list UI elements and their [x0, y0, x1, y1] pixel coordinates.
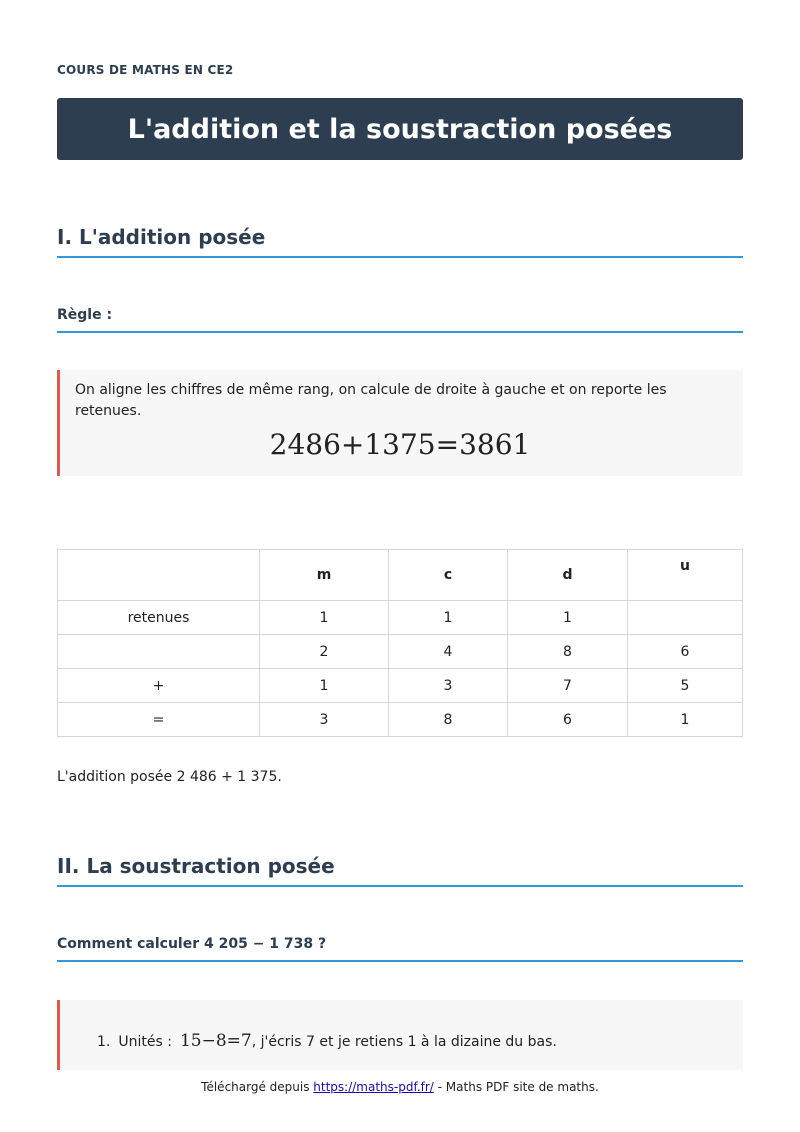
addition-formula: 2486+1375=3861	[269, 428, 531, 461]
addition-table	[57, 549, 743, 737]
page-title: L'addition et la soustraction posées	[127, 113, 673, 145]
footer-prefix: Téléchargé depuis	[201, 1080, 314, 1094]
rule-callout	[57, 370, 743, 476]
title-banner	[57, 98, 743, 160]
table-cell	[628, 601, 743, 635]
table-header-cell: u	[628, 550, 743, 601]
table-cell: 6	[508, 703, 628, 737]
addition-caption: L'addition posée 2 486 + 1 375.	[57, 769, 282, 785]
table-header-cell: c	[389, 550, 508, 601]
section2-heading: II. La soustraction posée	[57, 854, 743, 887]
table-header-cell	[58, 550, 260, 601]
table-row	[58, 703, 743, 737]
footer	[0, 1080, 800, 1094]
step-label: Unités :	[118, 1034, 172, 1050]
rule-text: On aligne les chiffres de même rang, on calcule de droite à gauche et on reporte les retenues.	[75, 382, 667, 419]
table-cell: 1	[389, 601, 508, 635]
table-cell: retenues	[58, 601, 260, 635]
course-kicker: COURS DE MATHS EN CE2	[57, 63, 234, 77]
table-row	[58, 635, 743, 669]
table-cell: =	[58, 703, 260, 737]
table-header-cell: d	[508, 550, 628, 601]
table-cell: 3	[260, 703, 389, 737]
table-cell: 1	[508, 601, 628, 635]
table-cell: 3	[389, 669, 508, 703]
rule-heading: Règle :	[57, 307, 743, 333]
step-item	[97, 1031, 725, 1051]
table-cell: 7	[508, 669, 628, 703]
steps-callout	[57, 1000, 743, 1070]
table-cell: 8	[508, 635, 628, 669]
step-formula: 15−8=7	[179, 1031, 252, 1051]
table-cell: 1	[628, 703, 743, 737]
table-cell: 1	[260, 669, 389, 703]
table-header-row	[58, 550, 743, 601]
table-header-cell: m	[260, 550, 389, 601]
footer-suffix: - Maths PDF site de maths.	[433, 1080, 599, 1094]
table-cell: 8	[389, 703, 508, 737]
table-cell: 1	[260, 601, 389, 635]
subtraction-question-heading: Comment calculer 4 205 − 1 738 ?	[57, 936, 743, 962]
table-row	[58, 669, 743, 703]
step-text: , j'écris 7 et je retiens 1 à la dizaine du bas.	[251, 1034, 557, 1050]
section1-heading: I. L'addition posée	[57, 225, 743, 258]
step-number: 1.	[97, 1034, 111, 1050]
table-cell: 4	[389, 635, 508, 669]
table-cell	[58, 635, 260, 669]
table-cell: 2	[260, 635, 389, 669]
table-cell: +	[58, 669, 260, 703]
table-cell: 6	[628, 635, 743, 669]
table-cell: 5	[628, 669, 743, 703]
table-row	[58, 601, 743, 635]
footer-link[interactable]: https://maths-pdf.fr/	[313, 1080, 434, 1094]
